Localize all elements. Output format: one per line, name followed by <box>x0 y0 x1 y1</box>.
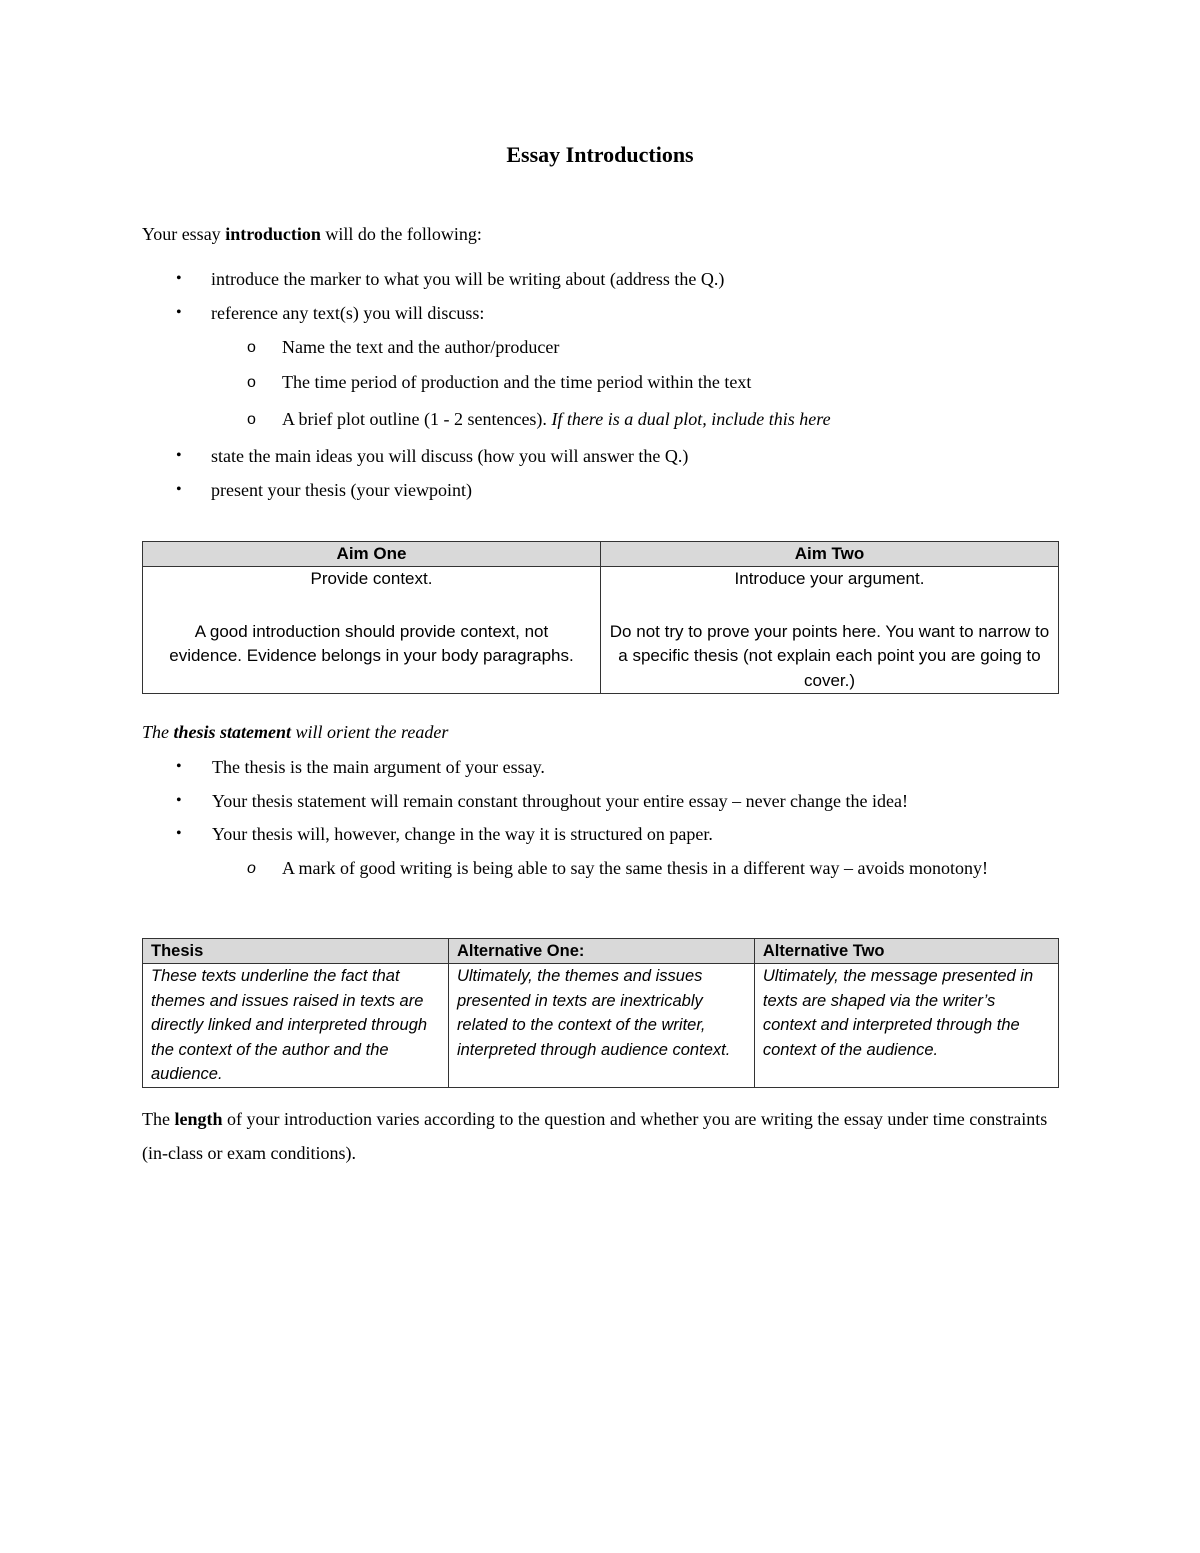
sub-bullet-icon: o <box>247 860 256 877</box>
table-header-cell: Aim Two <box>601 542 1059 567</box>
bullet-icon: • <box>176 270 182 287</box>
list-item: The thesis is the main argument of your essay. <box>212 757 545 777</box>
bullet-icon: • <box>176 758 182 775</box>
cell-heading: Introduce your argument. <box>734 569 925 588</box>
table-header-cell: Alternative One: <box>448 939 754 964</box>
cell-heading: Provide context. <box>310 569 433 588</box>
sub-list-item <box>282 409 831 430</box>
sub-bullet-icon: o <box>247 411 256 428</box>
thesis-table <box>142 938 1059 1088</box>
list-item: Your thesis statement will remain constant throughout your entire essay – never change the idea! <box>212 791 908 811</box>
table-cell <box>601 567 1059 694</box>
table-cell: Ultimately, the message presented in texts are shaped via the writer’s context and interpreted through the context of the audience. <box>754 964 1058 1088</box>
intro-pre: Your essay <box>142 224 226 244</box>
sub-list-item-text: A brief plot outline (1 - 2 sentences). <box>282 409 552 429</box>
sub-list-item: A mark of good writing is being able to say the same thesis in a different way – avoids monotony! <box>282 858 989 878</box>
bullet-icon: • <box>176 825 182 842</box>
sub-list-item: Name the text and the author/producer <box>282 337 560 357</box>
intro-post: will do the following: <box>320 224 482 244</box>
list-item: state the main ideas you will discuss (how you will answer the Q.) <box>211 446 689 466</box>
thesis-intro-post: will orient the reader <box>291 722 449 742</box>
aims-table <box>142 541 1059 694</box>
table-cell: These texts underline the fact that themes and issues raised in texts are directly linked and interpreted through the context of the author and the audience. <box>143 964 449 1088</box>
bullet-icon: • <box>176 304 182 321</box>
thesis-intro-pre: The <box>142 722 174 742</box>
bullet-icon: • <box>176 447 182 464</box>
page-title: Essay Introductions <box>506 142 694 167</box>
table-row <box>143 964 1059 1088</box>
length-post: of your introduction varies according to the question and whether you are writing the essay under time constraints (in-class or exam conditions). <box>142 1109 1048 1163</box>
cell-body: A good introduction should provide context, not evidence. Evidence belongs in your body paragraphs. <box>169 621 574 665</box>
cell-body: Do not try to prove your points here. You want to narrow to a specific thesis (not explain each point you are going to cover.) <box>609 621 1050 690</box>
table-cell <box>143 567 601 694</box>
table-header-row <box>143 939 1059 964</box>
table-header-cell: Alternative Two <box>754 939 1058 964</box>
table-cell: Ultimately, the themes and issues presented in texts are inextricably related to the context of the writer, interpreted through audience context. <box>448 964 754 1088</box>
bullet-icon: • <box>176 481 182 498</box>
table-row <box>143 567 1059 694</box>
thesis-intro-bold: thesis statement <box>173 722 292 742</box>
table-header-cell: Aim One <box>143 542 601 567</box>
table-header-cell: Thesis <box>143 939 449 964</box>
table-header-row <box>143 542 1059 567</box>
intro-line <box>142 224 482 245</box>
length-bold: length <box>174 1109 223 1129</box>
length-paragraph <box>142 1102 1062 1170</box>
list-item: Your thesis will, however, change in the way it is structured on paper. <box>212 824 713 844</box>
thesis-intro-line <box>142 722 448 743</box>
list-item: present your thesis (your viewpoint) <box>211 480 472 500</box>
bullet-icon: • <box>176 792 182 809</box>
sub-bullet-icon: o <box>247 339 256 356</box>
sub-list-item: The time period of production and the time period within the text <box>282 372 752 392</box>
sub-bullet-icon: o <box>247 374 256 391</box>
length-pre: The <box>142 1109 175 1129</box>
intro-bold: introduction <box>225 224 321 244</box>
list-item: introduce the marker to what you will be writing about (address the Q.) <box>211 269 725 289</box>
sub-list-item-italic: If there is a dual plot, include this here <box>551 409 831 429</box>
list-item: reference any text(s) you will discuss: <box>211 303 485 323</box>
